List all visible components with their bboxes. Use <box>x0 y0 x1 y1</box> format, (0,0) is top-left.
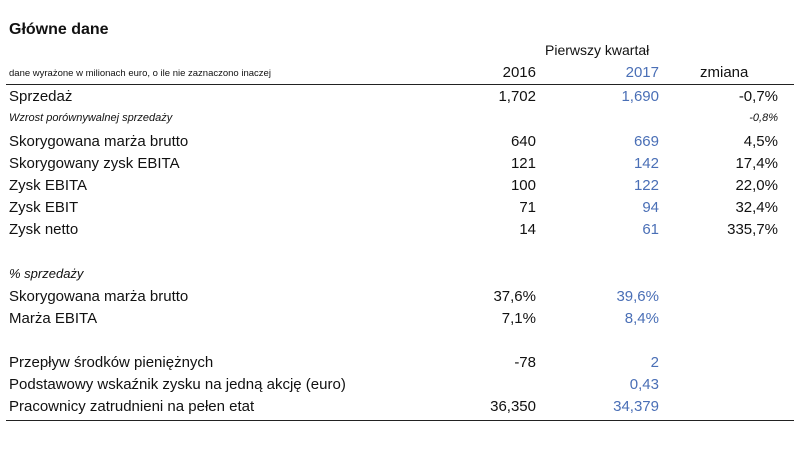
value-2016: 100 <box>510 177 536 194</box>
value-2017: 34,379 <box>613 398 659 415</box>
period-header: Pierwszy kwartał <box>545 42 650 58</box>
table-row <box>0 310 800 331</box>
row-label: Zysk netto <box>9 221 79 238</box>
table-row <box>0 177 800 198</box>
value-change: 4,5% <box>743 133 778 150</box>
value-2016: -78 <box>514 354 536 371</box>
column-header-2016: 2016 <box>502 64 536 81</box>
value-2016: 1,702 <box>498 88 536 105</box>
value-change: 22,0% <box>735 177 778 194</box>
row-label: Przepływ środków pieniężnych <box>9 354 214 371</box>
table-bottom-divider <box>6 420 794 421</box>
value-2016: 14 <box>519 221 536 238</box>
column-header-change: zmiana <box>700 64 749 81</box>
table-row <box>0 221 800 242</box>
row-label: % sprzedaży <box>9 266 84 281</box>
table-row <box>0 288 800 309</box>
column-header-2017: 2017 <box>625 64 659 81</box>
table-row <box>0 199 800 220</box>
value-2017: 142 <box>633 155 659 172</box>
row-label: Skorygowana marża brutto <box>9 288 189 305</box>
value-2017: 8,4% <box>624 310 659 327</box>
value-2017: 61 <box>642 221 659 238</box>
value-2017: 94 <box>642 199 659 216</box>
row-label: Pracownicy zatrudnieni na pełen etat <box>9 398 255 415</box>
row-label: Zysk EBITA <box>9 177 88 194</box>
row-label: Zysk EBIT <box>9 199 79 216</box>
table-row <box>0 354 800 375</box>
row-label: Wzrost porównywalnej sprzedaży <box>9 112 173 124</box>
value-2016: 121 <box>510 155 536 172</box>
header-divider <box>6 84 794 85</box>
row-label: Skorygowana marża brutto <box>9 133 189 150</box>
value-2016: 7,1% <box>501 310 536 327</box>
table-row <box>0 376 800 397</box>
row-label: Podstawowy wskaźnik zysku na jedną akcję (euro) <box>9 376 346 393</box>
table-row <box>0 112 800 133</box>
row-label: Marża EBITA <box>9 310 98 327</box>
value-change: -0,7% <box>738 88 778 105</box>
value-2017: 0,43 <box>629 376 659 393</box>
value-2017: 122 <box>633 177 659 194</box>
value-change: -0,8% <box>749 112 778 124</box>
table-row <box>0 133 800 154</box>
value-2017: 2 <box>650 354 659 371</box>
row-label: Skorygowany zysk EBITA <box>9 155 180 172</box>
table-row <box>0 398 800 419</box>
value-change: 17,4% <box>735 155 778 172</box>
value-2017: 39,6% <box>616 288 659 305</box>
value-2017: 1,690 <box>621 88 659 105</box>
table-row <box>0 155 800 176</box>
page-title: Główne dane <box>9 21 109 38</box>
value-2016: 37,6% <box>493 288 536 305</box>
value-2017: 669 <box>633 133 659 150</box>
table-row <box>0 88 800 109</box>
value-2016: 36,350 <box>490 398 536 415</box>
value-change: 32,4% <box>735 199 778 216</box>
value-2016: 640 <box>510 133 536 150</box>
value-2016: 71 <box>519 199 536 216</box>
section-header <box>0 266 800 287</box>
row-label: Sprzedaż <box>9 88 73 105</box>
value-change: 335,7% <box>727 221 778 238</box>
unit-note: dane wyrażone w milionach euro, o ile nie zaznaczono inaczej <box>9 68 271 79</box>
